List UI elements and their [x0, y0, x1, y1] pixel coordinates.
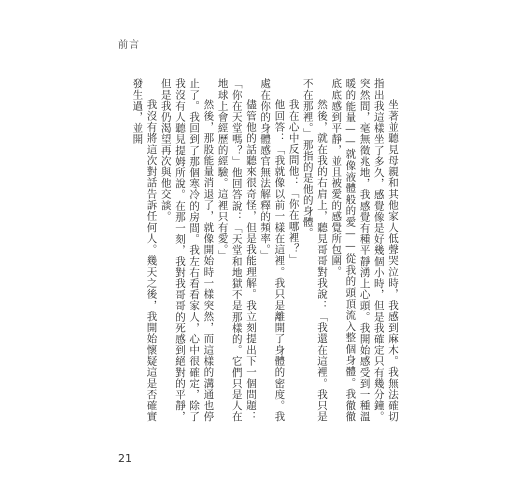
page-number: 21	[118, 452, 132, 465]
running-header: 前言	[118, 40, 140, 51]
body-text	[118, 78, 400, 422]
paragraph: 我在心中反問他：「你在哪裡？」	[287, 99, 300, 265]
paragraph: 坐著並聽見母親和其他家人低聲哭泣時，我感到麻木。我無法確切指出我這樣坐了多久，感覺像是好幾個小時，但是我確定只有幾分鐘。突然間，毫無徵兆地，我感覺有種平靜湧上心頭。我開始感受到一種溫暖的能量——就像液體般的愛——從我的頭頂流入整個身體。我徹徹底底感到平靜，並且被愛的感覺所包圍。	[330, 78, 399, 422]
paragraph: 儘管他的話聽來很奇怪，但是我能理解。我立刻提出下一個問題：「你在天堂嗎？」他回答說：「天堂和地獄不是那樣的。它們只是人在地球上會經歷的經驗。這裡只有愛。」	[216, 78, 257, 422]
paragraph: 他回答：「我就像以前一樣在這裡。我只是離開了身體的密度。我處在你的身體感官無法解釋的頻率。」	[259, 78, 286, 422]
paragraph: 然後，那股能量消退了，就像開始時一樣突然，而這樣的溝通也停止了。我回到了那個寒冷的房間。我左右看看家人，心中很確定，除了我沒有人聽見提姆所說。在那一刻，我對我哥哥的死感到絕對的平靜，但是我仍渴望再次與他交談。	[159, 78, 215, 422]
paragraph: 我沒有將這次對話告訴任何人。幾天之後，我開始懷疑這是否確實發生過，並開	[131, 78, 158, 422]
paragraph: 然後，就在我的右肩上，聽見哥哥對我說：「我還在這裡。我只是不在那裡。」那指的是他的身體。	[301, 78, 328, 422]
